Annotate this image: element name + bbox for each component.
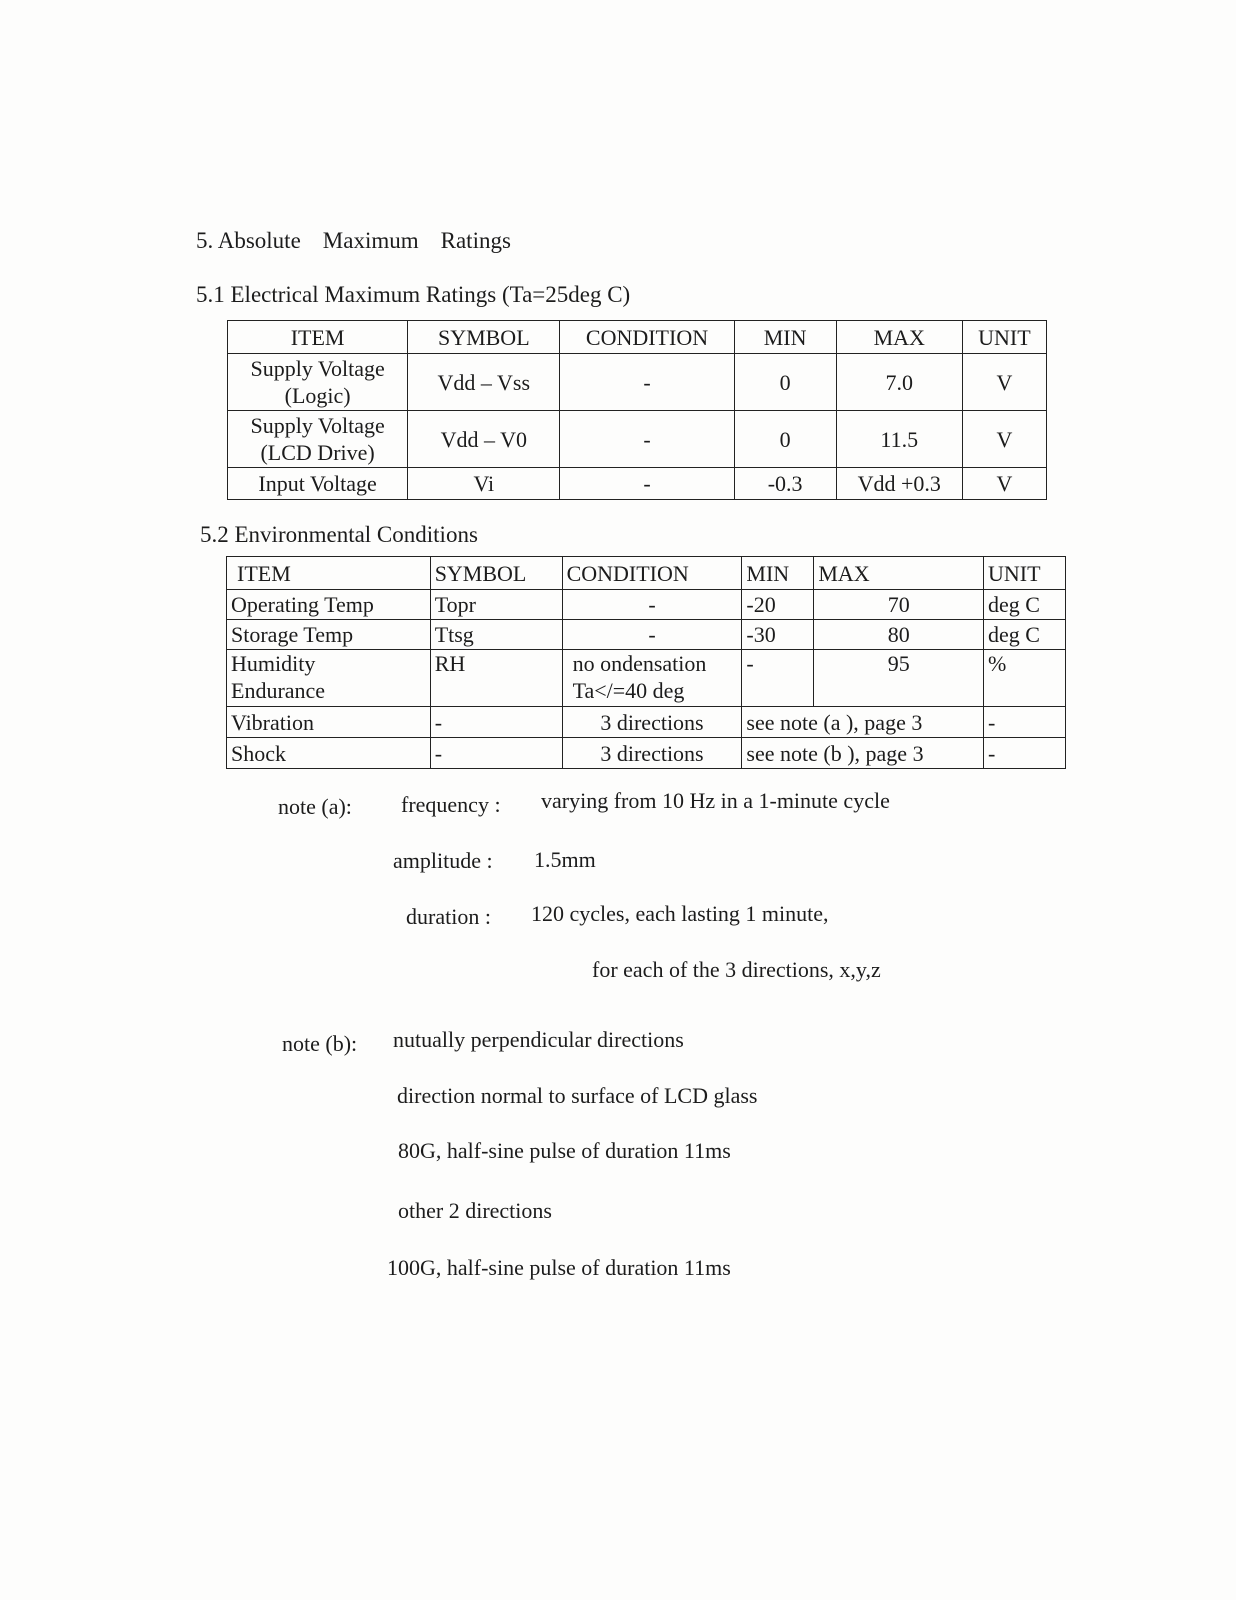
item-line: Humidity — [231, 651, 316, 676]
note-a-amplitude-label: amplitude : — [393, 848, 493, 873]
section-title-part: Ratings — [440, 228, 511, 253]
table-row — [227, 650, 1066, 707]
item-cell: Storage Temp — [227, 620, 431, 650]
header-cell: ITEM — [227, 557, 431, 590]
table-header-row — [227, 557, 1066, 590]
table-row — [228, 354, 1047, 411]
table-row — [227, 738, 1066, 769]
header-cell: UNIT — [962, 321, 1046, 354]
electrical-ratings-table — [227, 320, 1047, 500]
note-a-label: note (a): — [278, 794, 352, 819]
header-cell: ITEM — [228, 321, 408, 354]
electrical-ratings-title: 5.1 Electrical Maximum Ratings (Ta=25deg C) — [196, 282, 631, 307]
note-b-label: note (b): — [282, 1031, 358, 1056]
max-cell: 11.5 — [836, 411, 962, 468]
note-b-line: nutually perpendicular directions — [393, 1027, 684, 1052]
symbol-cell: Topr — [430, 590, 562, 620]
note-a-amplitude: 1.5mm — [534, 847, 596, 872]
symbol-cell: Ttsg — [430, 620, 562, 650]
max-cell: 80 — [814, 620, 984, 650]
symbol-cell: Vdd – V0 — [408, 411, 560, 468]
condition-cell: - — [560, 468, 734, 500]
unit-cell: deg C — [984, 590, 1066, 620]
environmental-conditions-table — [226, 556, 1066, 769]
condition-cell: - — [562, 590, 742, 620]
header-cell: SYMBOL — [408, 321, 560, 354]
item-cell — [228, 411, 408, 468]
min-cell: 0 — [734, 411, 836, 468]
item-cell: Vibration — [227, 707, 431, 738]
table-row — [227, 590, 1066, 620]
unit-cell: deg C — [984, 620, 1066, 650]
header-cell: UNIT — [984, 557, 1066, 590]
note-b-line: 80G, half-sine pulse of duration 11ms — [398, 1138, 731, 1163]
header-cell: CONDITION — [562, 557, 742, 590]
condition-cell: - — [560, 354, 734, 411]
symbol-cell: Vdd – Vss — [408, 354, 560, 411]
note-a-duration-continued: for each of the 3 directions, x,y,z — [592, 957, 881, 982]
condition-cell: - — [562, 620, 742, 650]
header-cell: MAX — [836, 321, 962, 354]
table-row — [227, 620, 1066, 650]
header-cell: SYMBOL — [430, 557, 562, 590]
note-b-line: 100G, half-sine pulse of duration 11ms — [387, 1255, 731, 1280]
section-title — [196, 228, 511, 254]
item-line: (Logic) — [284, 383, 351, 408]
max-cell: Vdd +0.3 — [836, 468, 962, 500]
item-line: (LCD Drive) — [260, 440, 375, 465]
symbol-cell: - — [430, 707, 562, 738]
min-cell: 0 — [734, 354, 836, 411]
table-row — [228, 468, 1047, 500]
section-title-part: Maximum — [322, 228, 419, 253]
min-max-cell: see note (b ), page 3 — [742, 738, 984, 769]
max-cell: 95 — [814, 650, 984, 707]
unit-cell: % — [984, 650, 1066, 707]
item-line: Supply Voltage — [250, 356, 385, 381]
table-row — [228, 411, 1047, 468]
item-cell: Input Voltage — [228, 468, 408, 500]
condition-cell — [562, 650, 742, 707]
item-line: Supply Voltage — [250, 413, 385, 438]
unit-cell: V — [962, 411, 1046, 468]
item-line: Endurance — [231, 678, 326, 703]
symbol-cell: Vi — [408, 468, 560, 500]
unit-cell: - — [984, 738, 1066, 769]
min-cell: - — [742, 650, 814, 707]
note-a-duration: 120 cycles, each lasting 1 minute, — [531, 901, 829, 926]
min-cell: -0.3 — [734, 468, 836, 500]
min-cell: -30 — [742, 620, 814, 650]
table-header-row — [228, 321, 1047, 354]
item-cell — [228, 354, 408, 411]
symbol-cell: RH — [430, 650, 562, 707]
note-a-duration-label: duration : — [406, 904, 491, 929]
condition-line: no ondensation — [572, 651, 707, 676]
min-cell: -20 — [742, 590, 814, 620]
item-cell — [227, 650, 431, 707]
note-a-frequency: varying from 10 Hz in a 1-minute cycle — [541, 788, 890, 813]
note-a-frequency-label: frequency : — [401, 792, 501, 817]
max-cell: 70 — [814, 590, 984, 620]
environmental-conditions-title: 5.2 Environmental Conditions — [200, 522, 478, 547]
header-cell: MIN — [734, 321, 836, 354]
item-cell: Operating Temp — [227, 590, 431, 620]
table-row — [227, 707, 1066, 738]
condition-line: Ta</=40 deg — [572, 678, 685, 703]
unit-cell: - — [984, 707, 1066, 738]
header-cell: CONDITION — [560, 321, 734, 354]
item-cell: Shock — [227, 738, 431, 769]
condition-cell: - — [560, 411, 734, 468]
unit-cell: V — [962, 354, 1046, 411]
note-b-line: direction normal to surface of LCD glass — [397, 1083, 758, 1108]
header-cell: MAX — [814, 557, 984, 590]
note-b-line: other 2 directions — [398, 1198, 552, 1223]
header-cell: MIN — [742, 557, 814, 590]
condition-cell: 3 directions — [562, 738, 742, 769]
symbol-cell: - — [430, 738, 562, 769]
min-max-cell: see note (a ), page 3 — [742, 707, 984, 738]
section-title-part: 5. Absolute — [196, 228, 301, 253]
max-cell: 7.0 — [836, 354, 962, 411]
unit-cell: V — [962, 468, 1046, 500]
condition-cell: 3 directions — [562, 707, 742, 738]
